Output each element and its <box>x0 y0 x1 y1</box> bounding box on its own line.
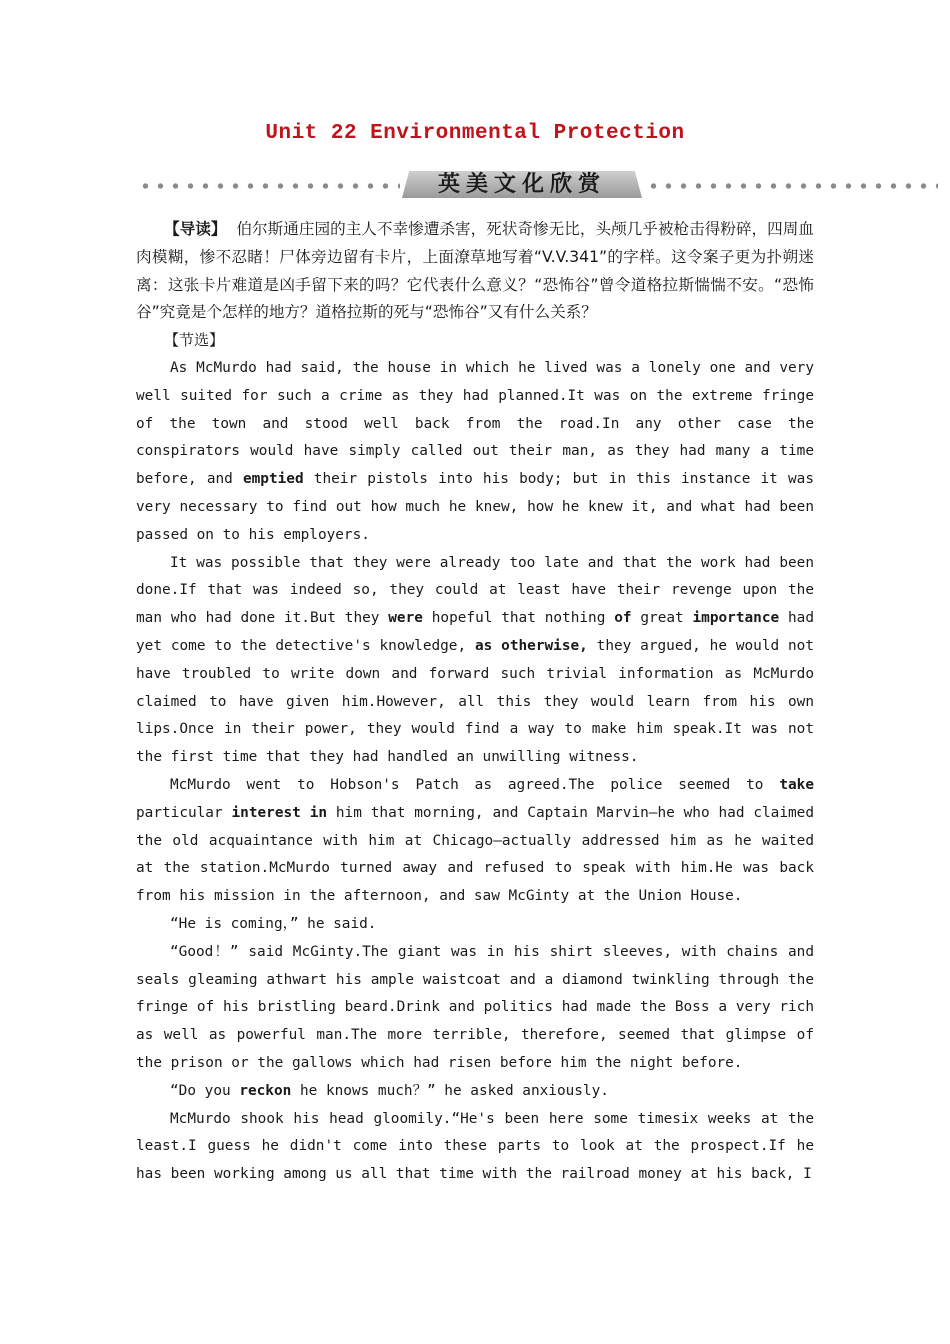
paragraph-1 <box>136 355 814 550</box>
p6-keyword-reckon: reckon <box>239 1082 292 1099</box>
p2-keyword-importance: importance <box>692 610 780 627</box>
banner-title: 英美文化欣赏 <box>437 172 606 197</box>
paragraph-2 <box>136 550 814 772</box>
paragraph-3 <box>136 772 814 911</box>
p3-text-d: him that morning, and Captain Marvin—he who had claimed the old acquaintance with him at Chicago—actually addressed him as he waited at the station.McMurdo turned away and refused to speak with him.He was back from his mission in the afternoon, and saw McGinty at the Union House. <box>136 804 814 905</box>
p3-text-c: particular <box>136 804 232 821</box>
intro-label: 【导读】 <box>164 220 227 238</box>
p3-keyword-interest-in: interest in <box>231 804 328 821</box>
p1-keyword-emptied: emptied <box>242 471 304 488</box>
paragraph-4: “He is coming，” he said. <box>170 915 377 932</box>
paragraph-7: McMurdo shook his head gloomily.“He's been here some timesix weeks at the least.I guess he didn't come into these parts to look at the prospect.If he has been working among us all that time with the railroad money at his back, I <box>136 1110 814 1183</box>
p2-keyword-of: of <box>614 610 632 627</box>
banner-dots-left <box>138 182 400 190</box>
p2-keyword-were: were <box>388 610 423 627</box>
paragraph-6 <box>136 1078 814 1106</box>
p3-keyword-take: take <box>779 776 814 793</box>
p2-text-d: great <box>631 610 693 627</box>
banner-dots-right <box>646 182 938 190</box>
paragraph-5: “Good！” said McGinty.The giant was in his shirt sleeves, with chains and seals gleaming athwart his ample waistcoat and a diamond twinkling through the fringe of his bristling beard.Drink and politics had made the Boss a very rich as well as powerful man.The more terrible, therefore, seemed that glimpse of the prison or the gallows which had risen before him the night before. <box>136 943 814 1071</box>
unit-title: Unit 22 Environmental Protection <box>265 122 685 145</box>
p1-text-a: As McMurdo had said, the house in which he lived was a lonely one and very well suited for such a crime as they had planned.It was on the extreme fringe of the town and stood well back from the road.In any other case the conspirators would have simply called out their man, as they had many a time before, and <box>136 359 814 488</box>
intro-text: 伯尔斯通庄园的主人不幸惨遭杀害，死状奇惨无比，头颅几乎被枪击得粉碎，四周血肉模糊，惨不忍睹！尸体旁边留有卡片，上面潦草地写着“V.V.341”的字样。这令案子更为扑朔迷离：这张卡片难道是凶手留下来的吗？它代表什么意义？“恐怖谷”曾令道格拉斯惴惴不安。“恐怖谷”究竟是个怎样的地方？道格拉斯的死与“恐怖谷”又有什么关系？ <box>136 220 814 322</box>
p2-keyword-as-otherwise: as otherwise, <box>475 637 588 654</box>
p1-text-c: their pistols into his body; but in this instance it was very necessary to find out how much he knew, how he knew it, and what had been passed on to his employers. <box>136 471 815 543</box>
p6-text-c: he knows much？” he asked anxiously. <box>291 1082 609 1099</box>
p2-text-f: they argued, he would not have troubled to write down and forward such trivial information as McMurdo claimed to have given him.However, all this they would learn from his own lips.Once in their power, they would find a way to make him speak.It was not the first time that they had handled an unwilling witness. <box>136 637 815 766</box>
intro-paragraph <box>136 216 814 327</box>
p2-text-a: It was possible that they were already too late and that the work had been done.If that was indeed so, they could at least have their revenge upon the man who had done it.But they <box>136 554 814 627</box>
p2-text-e: had yet come to the detective's knowledge, <box>136 610 814 654</box>
p3-text-a: McMurdo went to Hobson's Patch as agreed.The police seemed to <box>170 776 780 793</box>
p6-text-a: “Do you <box>170 1082 240 1099</box>
article-body <box>136 216 814 1189</box>
p2-text-c: hopeful that nothing <box>422 610 615 627</box>
section-banner <box>138 170 938 200</box>
excerpt-label: 【节选】 <box>164 331 225 350</box>
